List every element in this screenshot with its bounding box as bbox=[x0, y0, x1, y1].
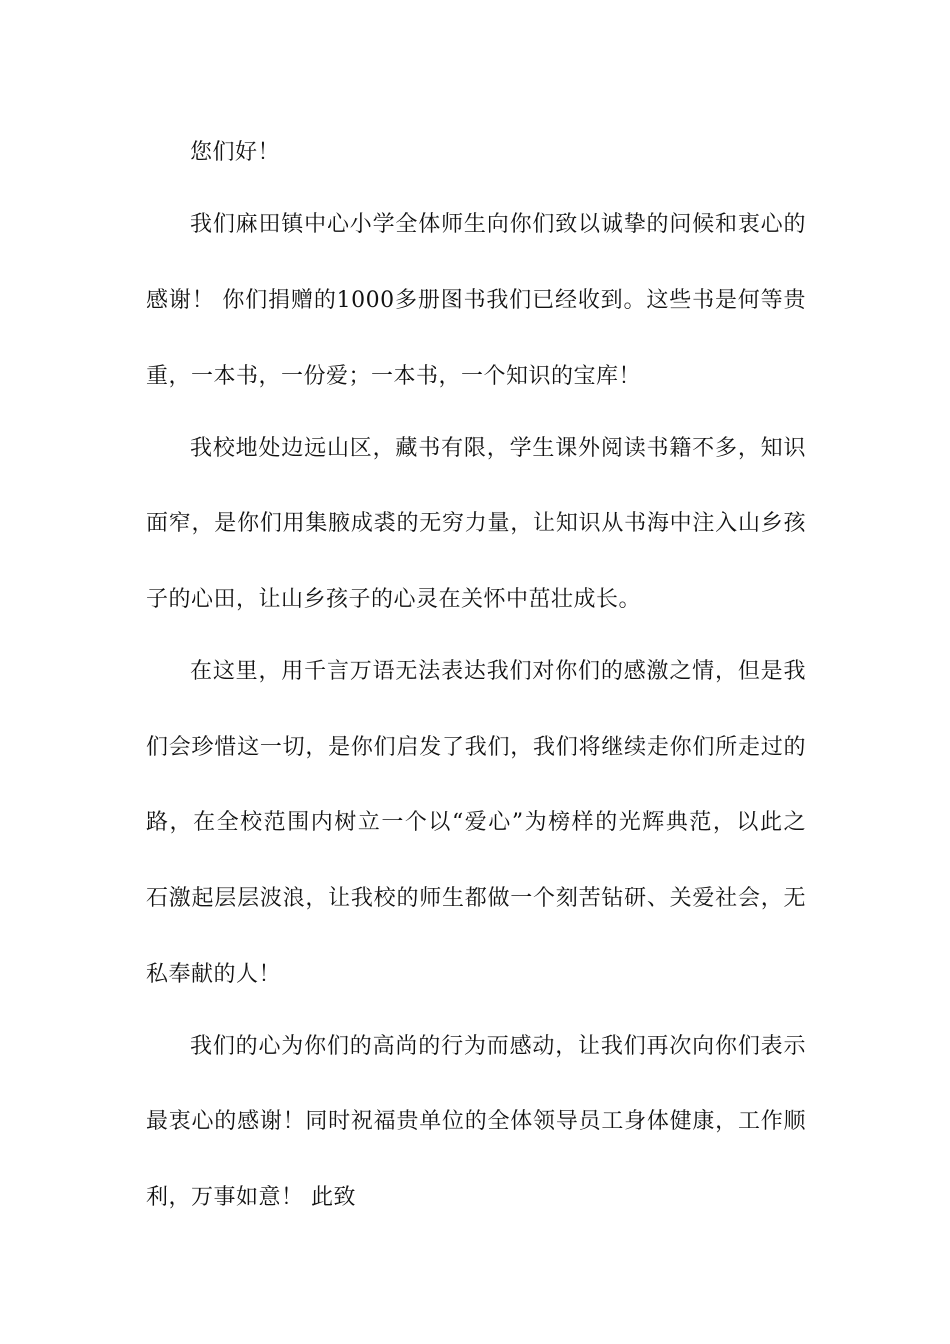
paragraph-line: 在这里，用千言万语无法表达我们对你们的感激之情，但是我 bbox=[190, 659, 806, 684]
greeting: 您们好！ bbox=[190, 140, 281, 165]
paragraph-line: 最衷心的感谢！同时祝福贵单位的全体领导员工身体健康，工作顺 bbox=[146, 1109, 806, 1134]
paragraph-line: 石激起层层波浪，让我校的师生都做一个刻苦钻研、关爱社会，无 bbox=[146, 886, 806, 911]
paragraph-line: 路，在全校范围内树立一个以“爱心”为榜样的光辉典范，以此之 bbox=[146, 810, 806, 835]
paragraph-line: 们会珍惜这一切，是你们启发了我们，我们将继续走你们所走过的 bbox=[146, 735, 806, 760]
paragraph-line: 我校地处边远山区，藏书有限，学生课外阅读书籍不多，知识 bbox=[190, 436, 806, 461]
paragraph-line: 我们麻田镇中心小学全体师生向你们致以诚挚的问候和衷心的 bbox=[190, 212, 806, 237]
paragraph-line: 重，一本书，一份爱；一本书，一个知识的宝库！ bbox=[146, 364, 642, 389]
paragraph-line: 我们的心为你们的高尚的行为而感动，让我们再次向你们表示 bbox=[190, 1034, 806, 1059]
paragraph-line: 子的心田，让山乡孩子的心灵在关怀中茁壮成长。 bbox=[146, 587, 642, 612]
paragraph-line: 私奉献的人！ bbox=[146, 962, 282, 987]
paragraph-line: 面窄，是你们用集腋成裘的无穷力量，让知识从书海中注入山乡孩 bbox=[146, 511, 806, 536]
paragraph-line: 利，万事如意！ 此致 bbox=[146, 1185, 356, 1210]
paragraph-line: 感谢！ 你们捐赠的1000多册图书我们已经收到。这些书是何等贵 bbox=[146, 288, 806, 313]
